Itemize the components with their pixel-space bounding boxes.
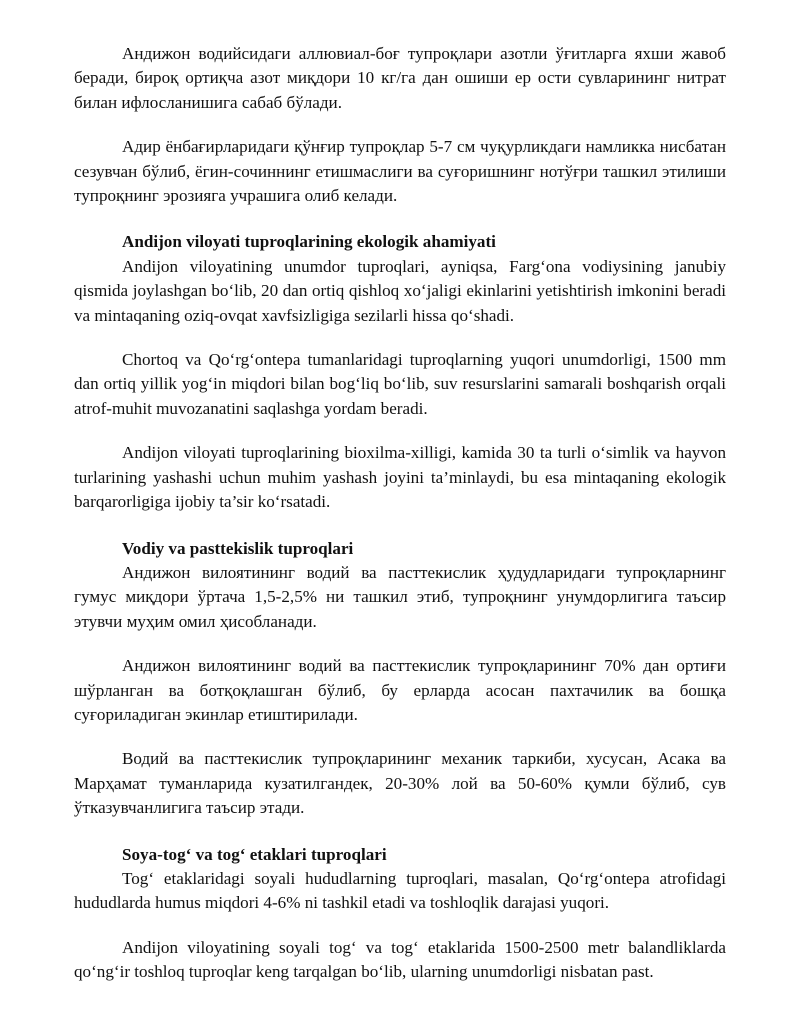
paragraph: Андижон вилоятининг водий ва пасттекислик ҳудудларидаги тупроқларнинг гумус миқдори ўртача 1,5-2,5% ни ташкил этиб, тупроқнинг унумдорлигига таъсир этувчи муҳим омил ҳисобланади. <box>74 562 726 631</box>
paragraph: Адир ёнбағирларидаги қўнғир тупроқлар 5-7 см чуқурликдаги намликка нисбатан сезувчан бўлиб, ёгин-сочиннинг етишмаслиги ва суғоришнинг нотўғри ташкил этилиши тупроқнинг эрозияга учрашига олиб келади. <box>74 137 726 206</box>
paragraph: Andijon viloyatining soyali tog‘ va tog‘ etaklarida 1500-2500 metr balandliklarda qo‘ng‘ir toshloq tuproqlar keng tarqalgan bo‘lib, ularning unumdorligi nisbatan past. <box>74 937 726 982</box>
paragraph: Chortoq va Qo‘rg‘ontepa tumanlaridagi tuproqlarning yuqori unumdorligi, 1500 mm dan ortiq yillik yog‘in miqdori bilan bog‘liq bo‘lib, suv resurslarini samarali boshqarish orqali atrof-muhit muvozanatini saqlashga yordam beradi. <box>74 350 726 418</box>
section-heading: Vodiy va pasttekislik tuproqlari <box>122 538 354 558</box>
paragraph: Tog‘ etaklaridagi soyali hududlarning tuproqlari, masalan, Qo‘rg‘ontepa atrofidagi hududlarda humus miqdori 4-6% ni tashkil etadi va toshloqlik darajasi yuqori. <box>74 868 726 913</box>
paragraph: Andijon viloyatining unumdor tuproqlari, ayniqsa, Farg‘ona vodiysining janubiy qismida joylashgan bo‘lib, 20 dan ortiq qishloq xo‘jaligi ekinlarini yetishtirish imkonini beradi va mintaqaning oziq-ovqat xavfsizligiga sezilarli hissa qo‘shadi. <box>74 256 726 325</box>
paragraph: Andijon viloyati tuproqlarining bioxilma-xilligi, kamida 30 ta turli o‘simlik va hayvon turlarining yashashi uchun muhim yashash joyini ta’minlaydi, bu esa mintaqaning ekologik barqarorligiga ijobiy ta’sir ko‘rsatadi. <box>74 443 726 512</box>
paragraph: Водий ва пасттекислик тупроқларининг механик таркиби, хусусан, Асака ва Марҳамат туманларида кузатилгандек, 20-30% лой ва 50-60% қумли бўлиб, сув ўтказувчанлигига таъсир этади. <box>74 749 726 818</box>
section-heading: Andijon viloyati tuproqlarining ekologik ahamiyati <box>122 232 496 252</box>
section-heading: Soya-tog‘ va tog‘ etaklari tuproqlari <box>122 844 387 864</box>
paragraph: Андижон вилоятининг водий ва пасттекислик тупроқларининг 70% дан ортиғи шўрланган ва ботқоқлашган бўлиб, бу ерларда асосан пахтачилик ва бошқа суғориладиган экинлар етиштирилади. <box>74 656 726 724</box>
paragraph: Андижон водийсидаги аллювиал-боғ тупроқлари азотли ўғитларга яхши жавоб беради, бироқ ортиқча азот миқдори 10 кг/га дан ошиши ер ости сувларининг нитрат билан ифлосланишига сабаб бўлади. <box>74 44 726 112</box>
